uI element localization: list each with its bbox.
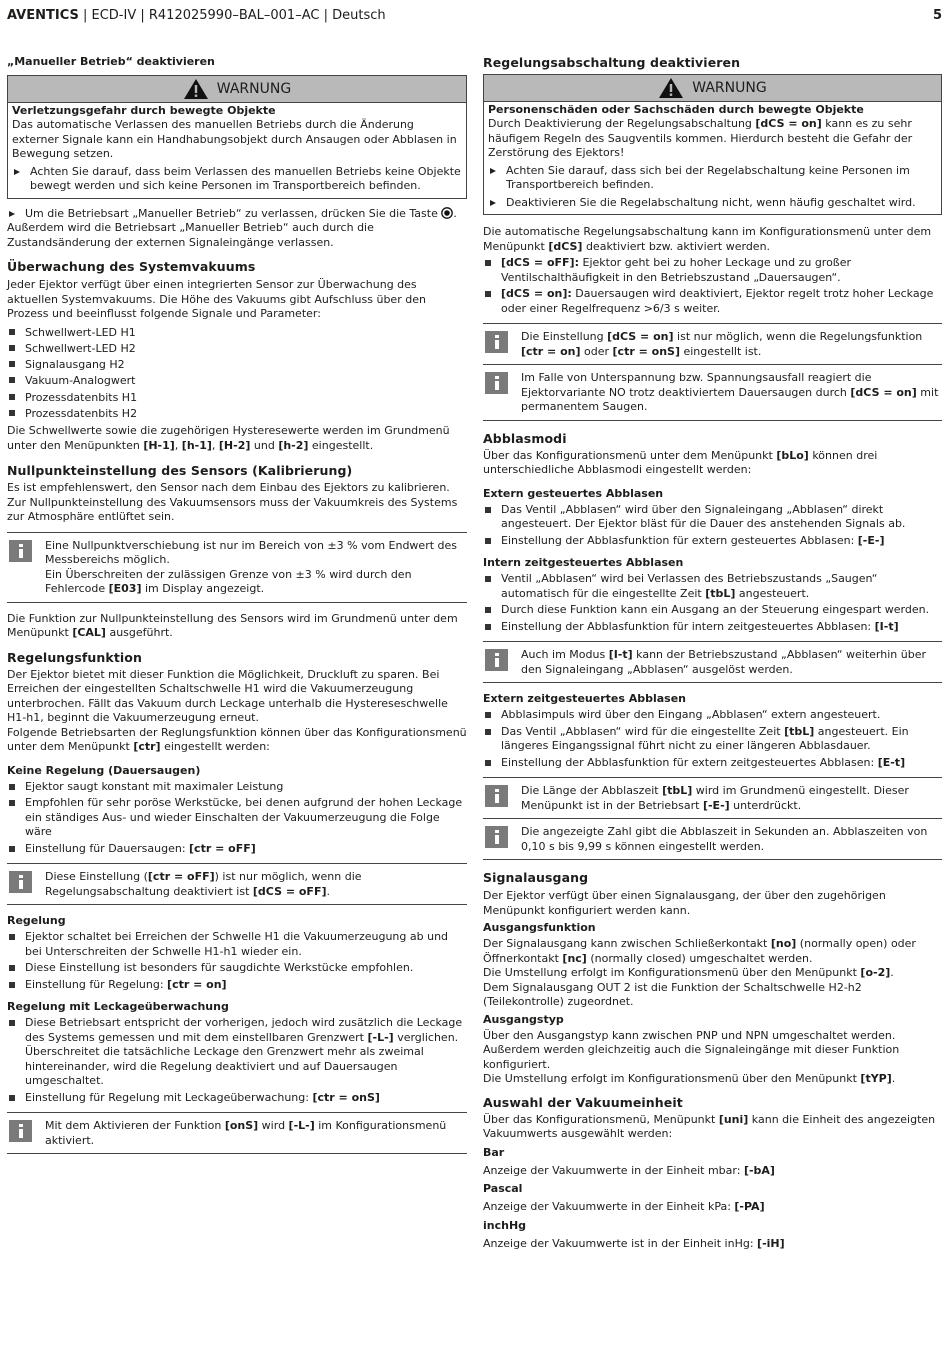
text-run: Die Schwellwerte sowie die zugehörigen Hysteresewerte werden im Grundmenü unter den Menüpunkten (7, 424, 450, 452)
menu-code: [H-1] (143, 438, 175, 452)
menu-code: [CAL] (72, 626, 106, 640)
setting-code: [-PA] (734, 1200, 765, 1213)
signal-output-text: Der Ejektor verfügt über einen Signalausgang, der über den zugehörigen Menüpunkt konfiguriert werden kann. (483, 889, 886, 917)
setting-code: [dCS = on]: (501, 287, 572, 300)
manual-step (7, 207, 467, 222)
text-run: ist nur möglich, wenn die Regelungsfunktion (673, 330, 923, 343)
text-run: Über das Konfigurationsmenü unter dem Menüpunkt (483, 448, 777, 462)
manual-operation-title: „Manueller Betrieb“ deaktivieren (7, 55, 215, 68)
text-run: angesteuert. Ein längeres Eingangssignal führt nicht zu einer längeren Abblasdauer. (501, 724, 909, 752)
text-run: Über das Konfigurationsmenü, Menüpunkt (483, 1112, 719, 1126)
text-run: Im Falle von Unterspannung bzw. Spannungsausfall reagiert die Ejektorvariante NO trotz deaktiviertem Dauersaugen durch (521, 371, 872, 399)
internal-timed-blow-off-list (483, 572, 942, 634)
text-run: kann es zu sehr häufigem Regeln des Saugventils kommen. Hierdurch besteht die Gefahr der Zerstörung des Ejektors! (488, 117, 913, 159)
text-run: Anzeige der Vakuumwerte in der Einheit kPa: (483, 1200, 735, 1213)
header-title (7, 7, 386, 25)
list-item (483, 256, 942, 285)
warning-heading: Verletzungsgefahr durch bewegte Objekte (12, 104, 276, 117)
text-run: Einstellung für Regelung: (25, 977, 168, 991)
setting-code: [-L-] (288, 1119, 315, 1133)
text-run: . (890, 966, 894, 979)
external-blow-off-list (483, 503, 942, 549)
text-run: Die Einstellung (521, 330, 608, 343)
note-text (45, 568, 467, 597)
list-item (483, 572, 942, 601)
output-type-text: Über den Ausgangstyp kann zwischen PNP und NPN umgeschaltet werden. (483, 1028, 896, 1042)
list-item (7, 978, 467, 993)
internal-timed-blow-off-title: Intern zeitgesteuertes Abblasen (483, 556, 684, 569)
note-text (45, 870, 467, 899)
list-item: Diese Einstellung ist besonders für saugdichte Werkstücke empfohlen. (7, 961, 467, 976)
unit-pascal-text (483, 1200, 942, 1215)
note-text (521, 371, 942, 415)
list-item: Ejektor schaltet bei Erreichen der Schwelle H1 die Vakuumerzeugung ab und bei Unterschreiten der Schwelle H1-h1 wieder ein. (7, 930, 467, 959)
setting-code: [-iH] (757, 1236, 785, 1250)
button-key-icon (441, 207, 453, 219)
text-run: ausgeführt. (105, 626, 173, 640)
text-run: oder (580, 344, 613, 358)
warning-triangle-icon (183, 78, 209, 100)
info-note (7, 863, 467, 905)
text-run: Die Länge der Abblaszeit (521, 784, 663, 797)
note-text (521, 648, 942, 677)
text-run: Folgende Betriebsarten der Reglungsfunktion können über das Konfigurationsmenü unter dem Menüpunkt (7, 725, 467, 754)
menu-code: [h-2] (278, 438, 309, 452)
warning-label: WARNUNG (216, 80, 292, 97)
text-run: im Konfigurationsmenü aktiviert. (45, 1119, 447, 1147)
output-function-text-2 (483, 966, 942, 981)
list-item (7, 1016, 467, 1089)
list-item (7, 1091, 467, 1106)
text-run: Diese Einstellung ( (45, 870, 148, 884)
list-item: Das Ventil „Abblasen“ wird über den Signaleingang „Abblasen“ direkt angesteuert. Der Ejektor bläst für die Dauer des anstehenden Signals ab. (483, 503, 942, 532)
text-run: eingestellt ist. (679, 344, 762, 358)
output-function-title: Ausgangsfunktion (483, 921, 596, 934)
unit-bar-text (483, 1164, 942, 1179)
list-item (483, 287, 942, 316)
text-run: (normally open) oder Öffnerkontakt (483, 937, 916, 965)
setting-code: [dCS = oFF] (252, 884, 327, 898)
control-title: Regelung (7, 914, 66, 928)
setting-code: [dCS = oFF]: (501, 256, 579, 269)
signal-output-title: Signalausgang (483, 870, 589, 885)
vacuum-unit-title: Auswahl der Vakuumeinheit (483, 1094, 683, 1110)
warning-heading: Personenschäden oder Sachschäden durch bewegte Objekte (488, 103, 864, 116)
text-run: eingestellt werden: (160, 740, 270, 754)
menu-code: [tYP] (860, 1072, 892, 1085)
menu-code: [uni] (718, 1112, 749, 1126)
setting-code: [dCS = on] (607, 330, 674, 343)
info-icon (485, 372, 508, 394)
setting-code: [-E-] (702, 798, 730, 812)
left-column (7, 55, 467, 1154)
text-run: Einstellung der Abblasfunktion für extern gesteuertes Abblasen: (501, 533, 858, 547)
setting-code: [ctr = oFF] (189, 841, 256, 855)
text-run: Einstellung der Abblasfunktion für intern zeitgesteuertes Abblasen: (501, 619, 875, 633)
vacuum-monitoring-title: Überwachung des Systemvakuums (7, 259, 256, 274)
setting-code: [tbL] (662, 784, 693, 797)
doc-reference: | ECD-IV | R412025990–BAL–001–AC | Deutsch (78, 8, 386, 23)
unit-inchhg-title: inchHg (483, 1218, 527, 1232)
zero-function-text (7, 612, 467, 641)
text-run: deaktiviert bzw. aktiviert werden. (582, 239, 771, 253)
text-run: Die Funktion zur Nullpunkteinstellung des Sensors wird im Grundmenü unter dem Menüpunkt (7, 611, 458, 640)
info-icon (485, 826, 508, 848)
warning-box (483, 74, 942, 215)
warning-action: Achten Sie darauf, dass sich bei der Regelabschaltung keine Personen im Transportbereich befinden. (488, 164, 937, 193)
list-item (483, 725, 942, 754)
info-note (483, 323, 942, 364)
note-text (45, 1119, 467, 1148)
menu-code: [H-2] (218, 438, 251, 452)
blow-off-modes-title: Abblasmodi (483, 430, 567, 446)
error-code: [E03] (108, 582, 142, 596)
text-run: Mit dem Aktivieren der Funktion (45, 1119, 225, 1133)
vacuum-signal-list (7, 325, 467, 423)
list-item: Signalausgang H2 (7, 357, 467, 373)
text-run: Die Umstellung erfolgt im Konfigurationsmenü über den Menüpunkt (483, 1072, 861, 1085)
brand-name: AVENTICS (7, 8, 79, 23)
page-header (7, 7, 942, 25)
info-icon (485, 331, 508, 353)
vacuum-unit-text (483, 1113, 942, 1142)
page-number: 5 (932, 8, 942, 23)
setting-code: [I-t] (874, 619, 899, 633)
text-run: kann die Einheit des angezeigten Vakuumwerts ausgewählt werden: (483, 1112, 936, 1140)
output-type-text-3 (483, 1072, 942, 1087)
text-run: und (250, 438, 279, 452)
text-run: Ein Überschreiten der zulässigen Grenze von ±3 % wird durch den Fehlercode (45, 567, 412, 596)
text-run: wird (258, 1119, 289, 1133)
text-run: Der Signalausgang kann zwischen Schließerkontakt (483, 937, 771, 950)
text-run: angesteuert. (735, 586, 810, 600)
output-type-title: Ausgangstyp (483, 1012, 564, 1026)
text-run: Anzeige der Vakuumwerte ist in der Einheit inHg: (483, 1236, 758, 1250)
blow-off-modes-text (483, 449, 942, 478)
text-run: verglichen. Überschreitet die tatsächliche Leckage den Grenzwert mehr als zweimal hintereinander, wird die Regelung deaktiviert und auf Dauersaugen umgeschaltet. (25, 1030, 459, 1088)
warning-triangle-icon (658, 77, 684, 99)
setting-code: [tbL] (784, 724, 815, 738)
note-text (521, 330, 942, 359)
warning-action: Achten Sie darauf, dass beim Verlassen des manuellen Betriebs keine Objekte bewegt werden und sich keine Personen im Transportbereich befinden. (12, 165, 462, 194)
list-item: Abblasimpuls wird über den Eingang „Abblasen“ extern angesteuert. (483, 708, 942, 723)
text-run: . (326, 884, 330, 898)
setting-code: [ctr = on] (521, 344, 581, 358)
unit-inchhg-text (483, 1237, 942, 1252)
info-icon (485, 649, 508, 671)
list-item: Durch diese Funktion kann ein Ausgang an der Steuerung eingespart werden. (483, 603, 942, 618)
setting-code: [dCS = on] (755, 117, 822, 130)
manual-text: Außerdem wird die Betriebsart „Manueller Betrieb“ auch durch die Zustandsänderung der externen Signaleingänge verlassen. (7, 221, 374, 249)
setting-code: [-E-] (857, 533, 885, 547)
manual-step-text: Um die Betriebsart „Manueller Betrieb“ zu verlassen, drücken Sie die Taste (25, 206, 438, 220)
text-run: Dauersaugen wird deaktiviert, Ejektor regelt trotz hoher Leckage oder einer Regelfrequenz >6/3 s weiter. (501, 287, 934, 315)
text-run: Anzeige der Vakuumwerte in der Einheit mbar: (483, 1163, 744, 1177)
text-run: wird im Grundmenü eingestellt. Dieser Menüpunkt ist in der Betriebsart (521, 784, 909, 812)
text-run: Das Ventil „Abblasen“ wird für die eingestellte Zeit (501, 724, 785, 738)
info-note (483, 641, 942, 683)
text-run: Diese Betriebsart entspricht der vorherigen, jedoch wird zusätzlich die Leckage des Systems gemessen und mit dem einstellbaren Grenzwert (25, 1016, 463, 1044)
warning-action: Deaktivieren Sie die Regelabschaltung nicht, wenn häufig geschaltet wird. (488, 196, 937, 211)
text-run: ) ist nur möglich, wenn die Regelungsabschaltung deaktiviert ist (45, 870, 362, 898)
text-run: (normally closed) umgeschaltet werden. (586, 951, 813, 965)
unit-bar-title: Bar (483, 1145, 505, 1159)
note-text: Eine Nullpunktverschiebung ist nur im Bereich von ±3 % vom Endwert des Messbereichs möglich. (45, 538, 458, 567)
setting-code: [no] (770, 937, 797, 950)
setting-code: [dCS = on] (850, 385, 917, 399)
setting-code: [I-t] (608, 648, 633, 661)
list-item (483, 534, 942, 549)
setting-code: [E-t] (877, 755, 906, 769)
info-icon (9, 871, 32, 893)
setting-code: [nc] (562, 951, 587, 965)
warning-text: Das automatische Verlassen des manuellen Betriebs durch die Änderung externer Signale kann ein Handhabungsobjekt durch Ansaugen oder Abblasen in Bewegung setzen. (12, 118, 457, 160)
control-shutdown-title: Regelungsabschaltung deaktivieren (483, 55, 741, 70)
text-run: Auch im Modus (521, 648, 609, 661)
menu-code: [o-2] (860, 966, 891, 979)
setting-code: [ctr = oFF] (147, 870, 215, 884)
no-control-title: Keine Regelung (Dauersaugen) (7, 763, 201, 777)
output-type-text-2: Außerdem werden gleichzeitig auch die Signaleingänge mit dieser Funktion konfiguriert. (483, 1043, 900, 1071)
text-run: Ventil „Abblasen“ wird bei Verlassen des Betriebszustands „Saugen“ automatisch für die eingestellte Zeit (501, 572, 878, 600)
leakage-control-title: Regelung mit Leckageüberwachung (7, 1000, 229, 1014)
text-run: Ejektor geht bei zu hoher Leckage und zu großer Ventilschalthäufigkeit in den Betriebszustand „Dauersaugen“. (501, 256, 852, 284)
list-item (483, 620, 942, 635)
external-blow-off-title: Extern gesteuertes Abblasen (483, 486, 664, 500)
list-item: Schwellwert-LED H1 (7, 325, 467, 341)
text-run: , (211, 438, 219, 452)
warning-box (7, 75, 467, 199)
list-item: Prozessdatenbits H2 (7, 406, 467, 422)
warning-label: WARNUNG (692, 79, 767, 96)
info-note (483, 777, 942, 818)
warning-text (488, 117, 937, 161)
external-timed-blow-off-title: Extern zeitgesteuertes Abblasen (483, 692, 687, 705)
list-item: Ejektor saugt konstant mit maximaler Leistung (7, 780, 467, 795)
text-run: eingestellt. (308, 438, 374, 452)
warning-header (8, 76, 466, 103)
info-note (7, 532, 467, 603)
setting-code: [-bA] (743, 1163, 775, 1177)
zero-point-title: Nullpunkteinstellung des Sensors (Kalibrierung) (7, 463, 353, 479)
threshold-text (7, 424, 467, 453)
info-icon (9, 540, 32, 562)
control-function-text: Der Ejektor bietet mit dieser Funktion die Möglichkeit, Druckluft zu sparen. Bei Erreichen der eingestellten Schaltschwelle H1 wird die Vakuumerzeugung unterbrochen. Fällt das Vakuum durch Leckage unterhalb die Hystereseschwelle H1-h1, beginnt die Vakuumerzeugung erneut. (7, 667, 448, 725)
text-run: Einstellung der Abblasfunktion für extern zeitgesteuertes Abblasen: (501, 755, 878, 769)
text-run: . (891, 1072, 896, 1085)
note-text (521, 784, 942, 813)
no-control-list (7, 780, 467, 857)
text-run: Einstellung für Regelung mit Leckageüberwachung: (25, 1090, 313, 1104)
list-item: Empfohlen für sehr poröse Werkstücke, bei denen aufgrund der hohen Leckage ein ständiges Aus- und wieder Einschalten der Vakuumerzeugung die Folge wäre (7, 796, 467, 840)
text-run: im Display angezeigt. (141, 582, 265, 596)
setting-code: [onS] (224, 1119, 259, 1133)
setting-code: [ctr = onS] (312, 1090, 380, 1104)
output-function-text (483, 937, 942, 966)
info-icon (485, 785, 508, 807)
list-item (483, 756, 942, 771)
output-function-text-3: Dem Signalausgang OUT 2 ist die Funktion der Schaltschwelle H2-h2 (Teilekontrolle) zugeordnet. (483, 980, 862, 1008)
control-list (7, 930, 467, 992)
setting-code: [ctr = on] (167, 977, 227, 991)
info-icon (9, 1120, 32, 1142)
vacuum-monitoring-text: Jeder Ejektor verfügt über einen integrierten Sensor zur Überwachung des aktuellen Systemvakuums. Die Höhe des Vakuums gibt Aufschluss über den Prozess und beeinflusst folgende Signale und Parameter: (7, 278, 426, 320)
text-run: Die automatische Regelungsabschaltung kann im Konfigurationsmenü unter dem Menüpunkt (483, 225, 932, 253)
menu-code: [ctr] (133, 740, 161, 754)
text-run: unterdrückt. (729, 798, 802, 812)
menu-code: [bLo] (776, 448, 809, 462)
leakage-control-list (7, 1016, 467, 1105)
text-run: mit permanentem Saugen. (521, 385, 939, 413)
control-shutdown-text (483, 225, 942, 254)
dcs-option-list (483, 256, 942, 316)
list-item: Schwellwert-LED H2 (7, 341, 467, 357)
menu-code: [h-1] (181, 438, 212, 452)
control-function-title: Regelungsfunktion (7, 649, 142, 665)
list-item: Prozessdatenbits H1 (7, 390, 467, 406)
setting-code: [ctr = onS] (612, 344, 680, 358)
text-run: , (174, 438, 182, 452)
setting-code: [tbL] (705, 586, 736, 600)
text-run: Einstellung für Dauersaugen: (25, 841, 190, 855)
list-item: Vakuum-Analogwert (7, 373, 467, 389)
info-note (7, 1112, 467, 1154)
text-run: Die Umstellung erfolgt im Konfigurationsmenü über den Menüpunkt (483, 966, 861, 979)
text-run: Durch Deaktivierung der Regelungsabschaltung (488, 117, 756, 130)
note-text: Die angezeigte Zahl gibt die Abblaszeit in Sekunden an. Abblaszeiten von 0,10 s bis 9,99 s können eingestellt werden. (521, 825, 928, 853)
external-timed-blow-off-list (483, 708, 942, 770)
list-item (7, 842, 467, 857)
unit-pascal-title: Pascal (483, 1182, 523, 1195)
control-function-text-2 (7, 726, 467, 755)
info-note (483, 364, 942, 421)
right-column (483, 55, 942, 1251)
info-note (483, 818, 942, 860)
zero-point-text: Es ist empfehlenswert, den Sensor nach dem Einbau des Ejektors zu kalibrieren. Zur Nullpunkteinstellung des Vakuumsensors muss der Vakuumkreis des Systems zur Atmosphäre entlüftet sein. (7, 481, 458, 524)
text-run: können drei unterschiedliche Abblasmodi eingestellt werden: (483, 448, 878, 476)
warning-header (484, 75, 941, 102)
text-run: kann der Betriebszustand „Abblasen“ weiterhin über den Signaleingang „Abblasen“ ausgelöst werden. (521, 648, 926, 676)
manual-step-end: . (453, 206, 457, 220)
setting-code: [-L-] (367, 1030, 394, 1044)
menu-code: [dCS] (548, 239, 583, 253)
